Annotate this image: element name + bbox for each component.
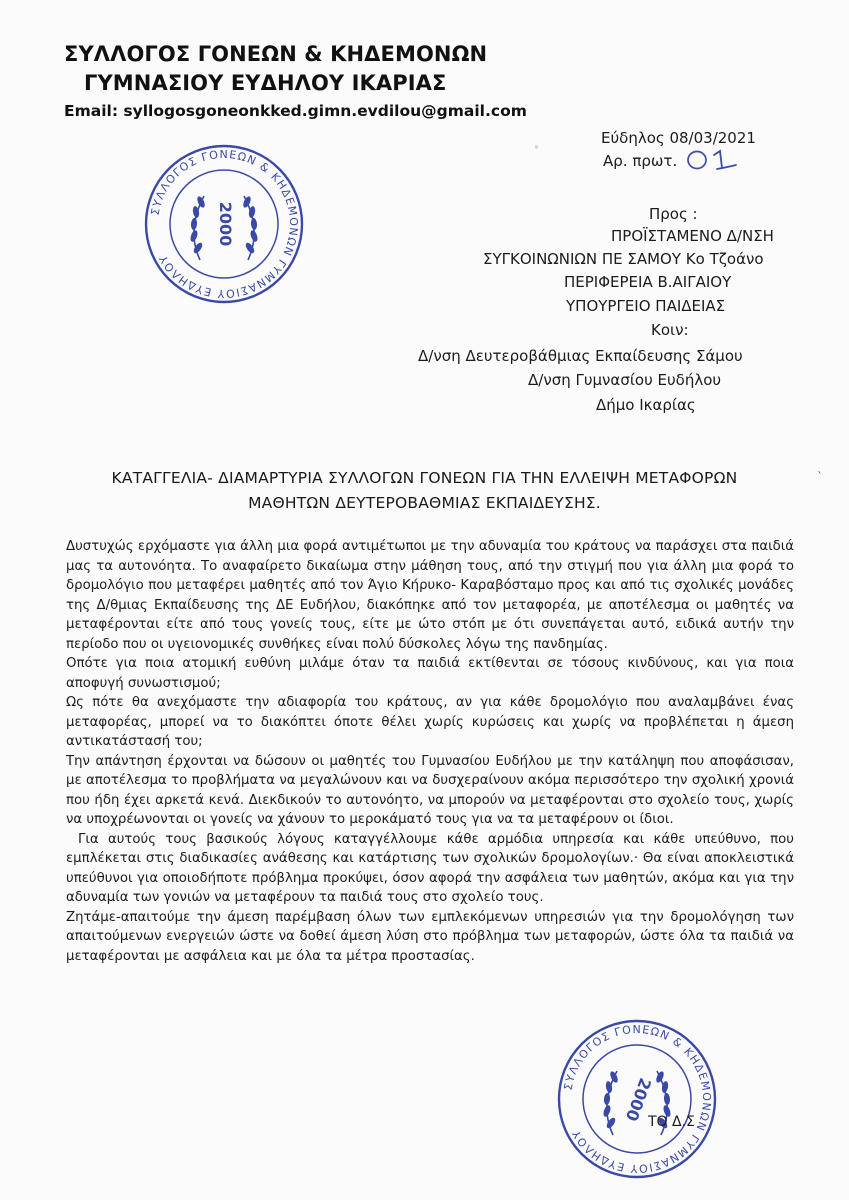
recipient-line: ΠΕΡΙΦΕΡΕΙΑ Β.ΑΙΓΑΙΟΥ <box>564 273 732 291</box>
cc-line: Δ/νση Γυμνασίου Ευδήλου <box>528 371 722 389</box>
place-date: Εύδηλος 08/03/2021 <box>601 129 756 147</box>
cc-line: Δ/νση Δευτεροβάθμιας Εκπαίδευσης Σάμου <box>418 347 743 365</box>
stamp-year: 2000 <box>216 201 235 247</box>
letter-body <box>66 537 794 966</box>
cc-line: Δήμο Ικαρίας <box>596 396 696 414</box>
to-label: Προς : <box>649 205 698 223</box>
protocol-handwritten-number <box>684 146 750 176</box>
signature-board: ΤΟ Δ.Σ <box>648 1114 695 1130</box>
protocol-number-label: Αρ. πρωτ. <box>603 152 678 170</box>
stamp-ring-text: ΣΥΛΛΟΓΟΣ ΓΟΝΕΩΝ & ΚΗΔΕΜΟΝΩΝ ΓΥΜΝΑΣΙΟΥ ΕΥΔΗΛΟΥ <box>148 147 301 301</box>
subject-line1: ΚΑΤΑΓΓΕΛΙΑ- ΔΙΑΜΑΡΤΥΡΙΑ ΣΥΛΛΟΓΩΝ ΓΟΝΕΩΝ ΓΙΑ ΤΗΝ ΕΛΛΕΙΨΗ ΜΕΤΑΦΟΡΩΝ <box>111 469 738 487</box>
subject-line2: ΜΑΘΗΤΩΝ ΔΕΥΤΕΡΟΒΑΘΜΙΑΣ ΕΚΠΑΙΔΕΥΣΗΣ. <box>248 494 601 512</box>
body-paragraph: Ζητάμε-απαιτούμε την άμεση παρέμβαση όλων των εμπλεκόμενων υπηρεσιών για την δρομολόγηση των απαιτούμενων ενεργειών ώστε να δοθεί άμεση λύση στο πρόβλημα των μεταφορών, ώστε όλα τα παιδιά να μεταφέρονται με ασφάλεια και με όλα τα μέτρα προστασίας. <box>66 909 794 964</box>
recipient-line: ΥΠΟΥΡΓΕΙΟ ΠΑΙΔΕΙΑΣ <box>566 297 726 315</box>
cc-label: Κοιν: <box>651 321 689 339</box>
scan-speck: ᵍ <box>535 144 538 152</box>
body-paragraph: Για αυτούς τους βασικούς λόγους καταγγέλλουμε κάθε αρμόδια υπηρεσία και κάθε υπεύθυνο, που εμπλέκεται στις διαδικασίες ανάθεσης και κατάρτισης των σχολικών δρομολογίων.· Θα είναι αποκλειστικά υπεύθυνοι για οποιοδήποτε πρόβλημα προκύψει, όσον αφορά την ασφάλεια των μαθητών, ακόμα και για την αδυναμία των γονιών να μεταφέρουν τα παιδιά τους στο σχολείο τους. <box>66 831 794 905</box>
sender-email: Email: syllogosgoneonkked.gimn.evdilou@gmail.com <box>64 102 527 120</box>
body-paragraph: Οπότε για ποια ατομική ευθύνη μιλάμε όταν τα παιδιά εκτίθενται σε τόσους κινδύνους, και για ποια αποφυγή συνωστισμού; <box>66 656 794 691</box>
association-stamp <box>138 138 310 310</box>
association-stamp-signature <box>551 1013 723 1185</box>
sender-name-line2: ΓΥΜΝΑΣΙΟΥ ΕΥΔΗΛΟΥ ΙΚΑΡΙΑΣ <box>84 71 447 95</box>
recipient-line: ΠΡΟΪΣΤΑΜΕΝΟ Δ/ΝΣΗ <box>611 227 774 245</box>
body-paragraph: Την απάντηση έρχονται να δώσουν οι μαθητές του Γυμνασίου Ευδήλου με την κατάληψη που αποφάσισαν, με αποτέλεσμα το προβλήματα να μεγαλώνουν και να δυσχεραίνουν ακόμα περισσότερο την σχολική χρονιά που ήδη έχει αρκετά κενά. Διεκδικούν το αυτονόητο, να μπορούν να μεταφέρονται στο σχολείο τους, χωρίς να υποχρέωνονται οι γονείς να χάνουν το μεροκάματό τους για να τα μεταφέρουν οι ίδιοι. <box>66 753 794 827</box>
body-paragraph: Ως πότε θα ανεχόμαστε την αδιαφορία του κράτους, αν για κάθε δρομολόγιο που αναλαμβάνει ένας μεταφορέας, μπορεί να το διακόπτει όποτε θέλει χωρίς κυρώσεις και χωρίς να προβλέπεται η άμεση αντικατάστασή του; <box>66 695 794 749</box>
body-paragraph: Δυστυχώς ερχόμαστε για άλλη μια φορά αντιμέτωποι με την αδυναμία του κράτους να παράσχει στα παιδιά μας τα αυτονόητα. Το αναφαίρετο δικαίωμα στην μάθηση τους, από την στιγμή που για άλλη μια φορά το δρομολόγιο που μεταφέρει μαθητές από τον Άγιο Κήρυκο- Καραβόσταμο προς και από τις σχολικές μονάδες της Δ/θμιας Εκπαίδευσης της ΔΕ Ευδήλου, διακόπηκε από τον μεταφορέα, με αποτέλεσμα οι μαθητές να μεταφέρονται είτε από τους γονείς τους, είτε με ώτο στόπ με ότι συνεπάγεται αυτό, ειδικά αυτήν την περίοδο που οι υγειονομικές συνθήκες είναι πολύ δύσκολες λόγω της πανδημίας. <box>66 539 794 652</box>
recipient-line: ΣΥΓΚΟΙΝΩΝΙΩΝ ΠΕ ΣΑΜΟΥ Κο Τζοάνο <box>483 250 764 268</box>
stamp-ring-text: ΣΥΛΛΟΓΟΣ ΓΟΝΕΩΝ & ΚΗΔΕΜΟΝΩΝ ΓΥΜΝΑΣΙΟΥ ΕΥΔΗΛΟΥ <box>561 1022 714 1176</box>
sender-name-line1: ΣΥΛΛΟΓΟΣ ΓΟΝΕΩΝ & ΚΗΔΕΜΟΝΩΝ <box>64 42 488 66</box>
stamp-year: 2000 <box>621 1075 655 1124</box>
scan-mark: ˋ <box>817 470 823 484</box>
